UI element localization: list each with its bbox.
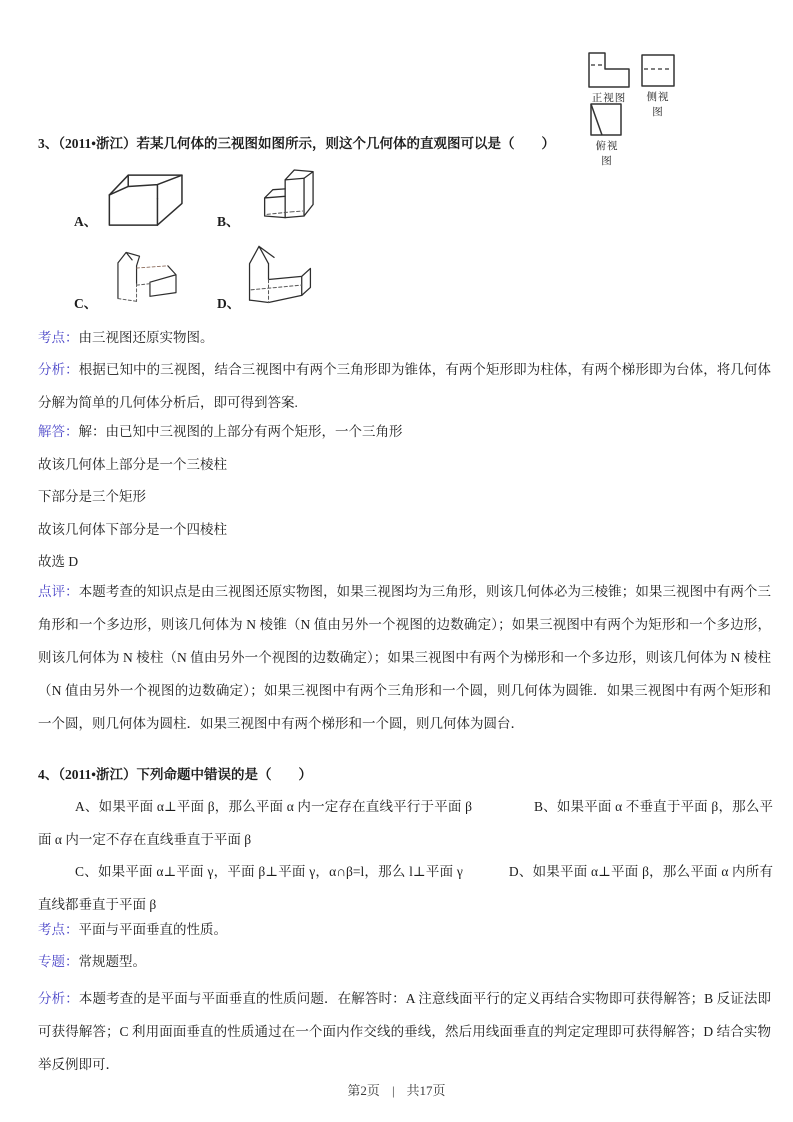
front-view-icon: [588, 52, 630, 88]
q4-kaodian-text: 平面与平面垂直的性质。: [78, 922, 227, 937]
q4-options-cd: [38, 855, 773, 921]
dianping-label: 点评：: [38, 584, 79, 599]
q3-dianping-paragraph: [38, 575, 771, 740]
top-view-icon: [590, 103, 622, 136]
option-d-figure: [238, 240, 318, 308]
q3-solution-line: 故该几何体上部分是一个三棱柱: [38, 457, 227, 472]
option-d-label: D、: [217, 296, 241, 311]
page-footer: [0, 1080, 793, 1099]
q3-fenxi-paragraph: [38, 353, 771, 419]
q3-jieda-line: [38, 420, 403, 440]
q3-kaodian-text: 由三视图还原实物图。: [78, 330, 214, 345]
kaodian-label: 考点：: [38, 922, 79, 937]
q3-stem: 3、（2011•浙江）若某几何体的三视图如图所示，则这个几何体的直观图可以是（ ）: [38, 136, 555, 151]
q4-option-a: A、如果平面 α⊥平面 β，那么平面 α 内一定存在直线平行于平面 β: [75, 799, 472, 814]
option-c-label: C、: [74, 296, 98, 311]
footer-total-pages: 共17页: [406, 1083, 446, 1098]
front-view-figure: [588, 52, 630, 105]
q4-option-d: D、如果平面 α⊥平面 β，那么平面 α 内所有直线都垂直于平面 β: [38, 864, 773, 912]
option-a-figure: [95, 161, 185, 227]
q4-option-b: B、如果平面 α 不垂直于平面 β，那么平面 α 内一定不存在直线垂直于平面 β: [38, 799, 774, 847]
q4-option-c: C、如果平面 α⊥平面 γ，平面 β⊥平面 γ，α∩β=l，那么 l⊥平面 γ: [75, 864, 463, 879]
q4-zhuanti-line: [38, 950, 146, 970]
q4-kaodian-line: [38, 918, 227, 938]
side-view-label: 侧视图: [646, 92, 670, 118]
q3-answer-line: 故选 D: [38, 554, 79, 569]
top-view-label: 俯视图: [595, 141, 619, 167]
q3-kaodian-line: [38, 326, 214, 346]
q3-jieda-intro: 解：由已知中三视图的上部分有两个矩形，一个三角形: [78, 424, 403, 439]
q3-fenxi-text: 根据已知中的三视图，结合三视图中有两个三角形即为锥体，有两个矩形即为柱体，有两个梯形即为台体，将几何体分解为简单的几何体分析后，即可得到答案.: [38, 362, 772, 410]
side-view-figure: [641, 54, 675, 119]
zhuanti-label: 专题：: [38, 954, 79, 969]
option-c-figure: [98, 242, 190, 306]
option-b-figure: [240, 159, 318, 227]
option-b-label: B、: [217, 214, 240, 229]
jieda-label: 解答：: [38, 424, 79, 439]
front-view-label: 正视图: [591, 93, 627, 104]
top-view-figure: [590, 103, 624, 168]
fenxi-label: 分析：: [38, 362, 79, 377]
q3-solution-line: 故该几何体下部分是一个四棱柱: [38, 522, 227, 537]
q3-dianping-text: 本题考查的知识点是由三视图还原实物图，如果三视图均为三角形，则该几何体必为三棱锥；如果三视图中有两个三角形和一个多边形，则该几何体为 N 棱锥（N 值由另外一个视图的边数确定）；如果三视图中有两个为矩形和一个多边形，则该几何体为 N 棱柱（N 值由另外一个视图的边数确定）；如果三视图中有两个为梯形和一个多边形，则该几何体为 N 棱柱（N 值由另外一个视图的边数确定）；如果三视图中有两个三角形和一个圆，则几何体为圆锥．如果三视图中有两个矩形和一个圆，则几何体为圆柱．如果三视图中有两个梯形和一个圆，则几何体为圆台．: [38, 584, 772, 731]
footer-current-page: 第2页: [347, 1083, 380, 1098]
q4-options-ab: [38, 790, 773, 856]
option-a-label: A、: [74, 214, 98, 229]
fenxi-label: 分析：: [38, 991, 79, 1006]
q4-stem: 4、（2011•浙江）下列命题中错误的是（ ）: [38, 767, 312, 782]
q4-fenxi-text: 本题考查的是平面与平面垂直的性质问题．在解答时：A 注意线面平行的定义再结合实物即可获得解答；B 反证法即可获得解答；C 利用面面垂直的性质通过在一个面内作交线的垂线，然后用线面垂直的判定定理即可获得解答；D 结合实物举反例即可．: [38, 991, 772, 1072]
q4-fenxi-paragraph: [38, 982, 771, 1081]
kaodian-label: 考点：: [38, 330, 79, 345]
q4-zhuanti-text: 常规题型。: [78, 954, 146, 969]
footer-separator: |: [391, 1083, 395, 1098]
side-view-icon: [641, 54, 675, 87]
q3-solution-line: 下部分是三个矩形: [38, 489, 146, 504]
